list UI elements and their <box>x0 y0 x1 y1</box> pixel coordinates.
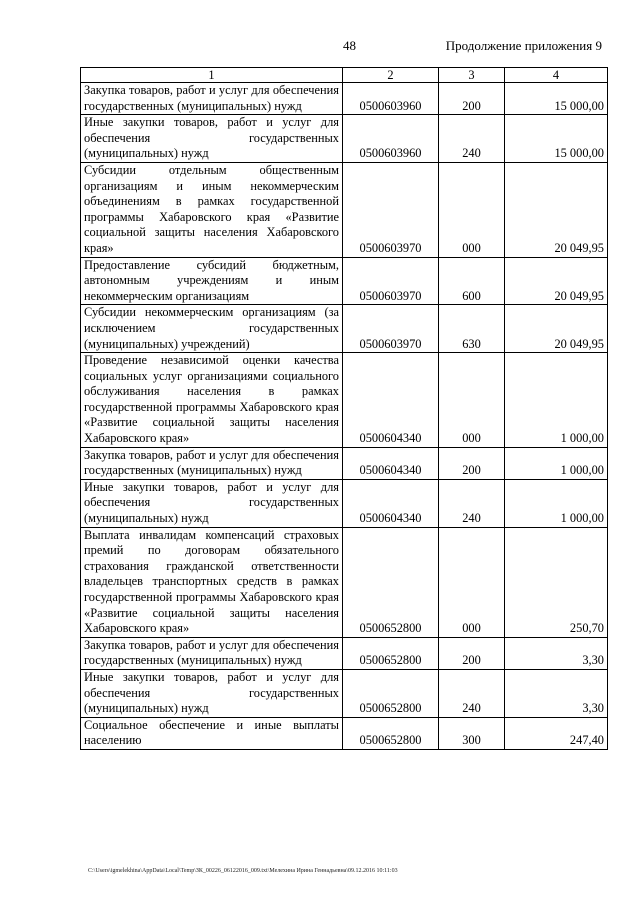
budget-table <box>80 67 608 750</box>
table-row <box>81 257 608 305</box>
row-name: Иные закупки товаров, работ и услуг для обеспечения государственных (муниципальных) нужд <box>81 115 343 163</box>
row-code: 0500604340 <box>343 353 439 448</box>
row-code: 0500604340 <box>343 479 439 527</box>
row-code: 0500603970 <box>343 257 439 305</box>
table-row <box>81 83 608 115</box>
table-row <box>81 669 608 717</box>
table-row <box>81 353 608 448</box>
row-type: 240 <box>439 669 505 717</box>
row-type: 000 <box>439 162 505 257</box>
table-row <box>81 115 608 163</box>
row-name: Предоставление субсидий бюджетным, автономным учреждениям и иным некоммерческим организациям <box>81 257 343 305</box>
row-amount: 1 000,00 <box>505 479 608 527</box>
row-name: Социальное обеспечение и иные выплаты населению <box>81 717 343 749</box>
row-code: 0500603970 <box>343 162 439 257</box>
table-row <box>81 527 608 637</box>
table-row <box>81 447 608 479</box>
appendix-continuation-note: Продолжение приложения 9 <box>445 38 602 53</box>
row-name: Проведение независимой оценки качества социальных услуг организациями социального обслуживания населения в рамках государственной программы Хабаровского края «Развитие социальной защиты населения Хабаровского края» <box>81 353 343 448</box>
row-code: 0500603960 <box>343 115 439 163</box>
row-name: Субсидии отдельным общественным организациям и иным некоммерческим объединениям в рамках государственной программы Хабаровского края «Развитие социальной защиты населения Хабаровского края» <box>81 162 343 257</box>
row-amount: 3,30 <box>505 637 608 669</box>
table-row <box>81 717 608 749</box>
table-row <box>81 637 608 669</box>
row-type: 200 <box>439 83 505 115</box>
row-code: 0500603960 <box>343 83 439 115</box>
row-amount: 247,40 <box>505 717 608 749</box>
row-name: Закупка товаров, работ и услуг для обеспечения государственных (муниципальных) нужд <box>81 83 343 115</box>
row-name: Выплата инвалидам компенсаций страховых премий по договорам обязательного страхования гражданской ответственности владельцев транспортных средств в рамках государственной программы Хабаровского края «Развитие социальной защиты населения Хабаровского края» <box>81 527 343 637</box>
column-header-1: 1 <box>81 68 343 83</box>
row-code: 0500652800 <box>343 637 439 669</box>
row-name: Субсидии некоммерческим организациям (за исключением государственных (муниципальных) учреждений) <box>81 305 343 353</box>
row-amount: 3,30 <box>505 669 608 717</box>
row-code: 0500604340 <box>343 447 439 479</box>
row-code: 0500603970 <box>343 305 439 353</box>
column-header-2: 2 <box>343 68 439 83</box>
page-number: 48 <box>343 38 356 53</box>
column-header-4: 4 <box>505 68 608 83</box>
row-type: 300 <box>439 717 505 749</box>
row-type: 000 <box>439 353 505 448</box>
row-amount: 15 000,00 <box>505 83 608 115</box>
row-code: 0500652800 <box>343 717 439 749</box>
row-type: 200 <box>439 447 505 479</box>
row-amount: 1 000,00 <box>505 353 608 448</box>
row-name: Закупка товаров, работ и услуг для обеспечения государственных (муниципальных) нужд <box>81 637 343 669</box>
table-header-row <box>81 68 608 83</box>
row-name: Иные закупки товаров, работ и услуг для обеспечения государственных (муниципальных) нужд <box>81 479 343 527</box>
row-type: 200 <box>439 637 505 669</box>
row-amount: 1 000,00 <box>505 447 608 479</box>
table-row <box>81 479 608 527</box>
row-name: Иные закупки товаров, работ и услуг для обеспечения государственных (муниципальных) нужд <box>81 669 343 717</box>
row-code: 0500652800 <box>343 527 439 637</box>
row-name: Закупка товаров, работ и услуг для обеспечения государственных (муниципальных) нужд <box>81 447 343 479</box>
table-row <box>81 305 608 353</box>
file-path-footer: C:\Users\igmelekhina\AppData\Local\Temp\ЗК_00226_06122016_009.txt\Мелехина Ирина Геннадьевна\09.12.2016 10:11:03 <box>88 868 398 874</box>
row-amount: 250,70 <box>505 527 608 637</box>
row-type: 600 <box>439 257 505 305</box>
column-header-3: 3 <box>439 68 505 83</box>
row-type: 630 <box>439 305 505 353</box>
row-amount: 20 049,95 <box>505 162 608 257</box>
row-type: 000 <box>439 527 505 637</box>
row-type: 240 <box>439 479 505 527</box>
row-amount: 15 000,00 <box>505 115 608 163</box>
row-amount: 20 049,95 <box>505 305 608 353</box>
table-row <box>81 162 608 257</box>
row-amount: 20 049,95 <box>505 257 608 305</box>
row-code: 0500652800 <box>343 669 439 717</box>
row-type: 240 <box>439 115 505 163</box>
